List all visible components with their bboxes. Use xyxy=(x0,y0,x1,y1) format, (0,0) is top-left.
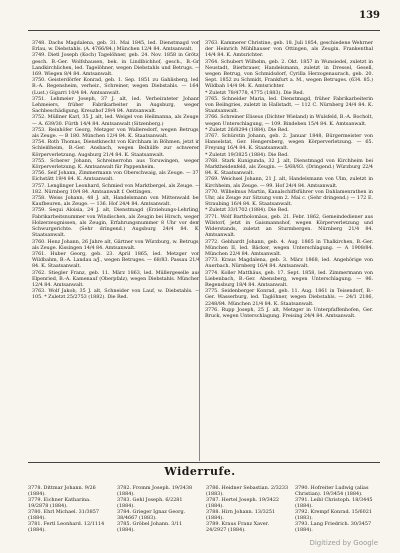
section-heading: Widerrufe. xyxy=(164,465,236,478)
entry: 3753. Reinhöfer Georg, Metzger von Walleredorf, wegen Betrugs, als Zeuge. — B 180. München 12/4 84. K. Staatsanwalt. xyxy=(32,126,200,140)
revocation-entry: 3791. Leibl Christoph. 18/3445 (1884). xyxy=(295,497,373,509)
revocation-entry: 3783. Gehl Joseph. 6/2281 (1884). xyxy=(117,497,183,509)
revocation-entry: 3782. Fromm Joseph. 19/3438 (1884). xyxy=(117,485,193,497)
revocation-entry: 3789. Kraus Franz Xaver. 24/2927 (1884). xyxy=(206,521,270,533)
entry: 3750. Geisterdörfer Konrad, geb. 1. Sep. 1851 zu Gahlisberg, led. B.-A. Regensheim, verheir., Schreiner, wegen Diebstahls. — 164. (Lust.) Gigarri 10/4 84. Amtsanwalt. xyxy=(32,77,200,96)
entry: 3751. Lehmeier Joseph, 37 J. alt, led. Verheirateter Johann Lehmeiers, früher Fabrikarbeiter in Augsburg, wegen Sachbeschädigung. Kreuzhof 29/4 84. Amtsanwalt. xyxy=(32,95,200,115)
revocations-column xyxy=(117,485,200,533)
revocation-entry: 3778. Dittmar Johann. 9/26 (1884). xyxy=(28,485,96,497)
section-rule xyxy=(28,462,380,463)
revocation-entry: 3780. Ehrl Michael. 31/3857 (1884). xyxy=(28,509,99,521)
entry: 3749. Dietl Joseph (Koch) Tagelöhner, geb. 24. Nov. 1858 in Grötz, gesch. B.-Ger. Wolfshausen, bek. in Lindlbichhof, gesch., B.-Gr. Landkirchlichen, led. Tagelöhner, wegen Diebstahls und Betrugs. — 169. Wiegen 8/4 84. Amtsanwalt. xyxy=(32,52,200,78)
entry: 3756. Seif Johann, Zimmermann von Oberschwaig, als Zeuge. — 37. Eichstätt 19/4 84. K. Amtsanwalt. xyxy=(32,170,200,183)
header-rule xyxy=(28,30,380,31)
revocation-entry: 3784. Grieger Ignaz Georg. 38/4667 (1883). xyxy=(117,509,186,521)
entry: 3758. Weiss Johann, 48 J. alt, Handelsmann von Mittenwald bei Kaufbeuren, als Zeuge. — 136. Hof 24/4 84. Amtsanwalt. xyxy=(32,195,200,208)
entry: 3773. Kraus Magdalena, geb. 3. März 1868, led. Angehörige von Auerbach. Nürnberg 16/4 84. Amtsanwalt. xyxy=(205,257,373,270)
entry: 3772. Gebhardt Johann, geb. 4. Aug. 1865 in Thalkirchen, B.-Ger. München II, led. Bäcker, wegen Unterschlagung. — A 1908/84. München 22/4 84. Amtsanwalt. xyxy=(205,238,373,257)
entry: 3774. Koller Matthäus, geb. 17. Sept. 1858, led. Zimmermann von Liebenbach, B.-Ger. Abensberg, wegen Unterschlagung. — 96. Regensburg 18/4 84. Amtsanwalt. xyxy=(205,269,373,288)
revocation-entry: 3790. Hofreiter Ludwig (alias Christian). 19/3454 (1884). xyxy=(295,485,369,497)
revocations-list xyxy=(28,485,378,533)
entry: 3760. Henz Johann, 26 Jahre alt, Gärtner von Würzburg, w. Betrugs, als Zeuge. Kissingen 14/4 84. Amtsanwalt. xyxy=(32,238,200,251)
entry: * Zuletzt 78/4778, 4775 (1883). Die Red. xyxy=(205,89,305,96)
entry: 3764. Schubert Wilhelm, geb. 2. Okt. 1857 in Wunsiedel, zuletzt in Neustadt, Bierbrauer, Handelsmann, zuletzt in Dressel, Gesell, wegen Betrug, von Schmidsdorf, Cyrilla Herzogenaurach, geb. 20. Sept. 1852 zu Schmidt, Frankfurt a. M., wegen Betruges. (634. 85.) Wildbah 14/4 84. K. Amtsrichter. xyxy=(205,58,373,90)
entry: 3759. Sequi Aloisia, 24 J. alt, Dienstmagd (Erziehungs-Lehrling) Fabrikarbeitsnummer von Windischen, als Zeugin bei Hirsch, wegen Holzerzeugnissen, als Zeugin, Erfahrungsnummer 8 Uhr vor dem Schwurgerichte. (Sehr dringend.) Augsburg 24/4 84. K. Staatsanwalt. xyxy=(32,207,200,239)
revocation-entry: 3793. Lang Friedrich. 30/3457 (1884). xyxy=(295,521,372,533)
entry: 3763. Kammerer Christine, geb. 18. Juli 1854, geschiedene Wehrner der Heinrich Mühlhauser von Ottingen, als Zeugin. Frankenthal 14/4 84. K. Amtsrichter. xyxy=(205,40,373,59)
entry: 3776. Rupp Joseph, 25 J. alt, Metzger in Unterpfaffenhofen, Ger. Bruck, wegen Unterschlagung. Freising 24/4 84. Amtsanwalt. xyxy=(205,306,373,319)
entry: 3763. Wolf Jakob, 35 J. alt, Schneider von Lauf, w. Diebstahls. — 105. * Zuletzt 25/2753 (1882). Die Red. xyxy=(32,288,200,301)
revocation-entry: 3792. Krempf Konrad. 15/6021 (1883). xyxy=(295,509,373,521)
entry: 3762. Stiegler Franz, geb. 11. März 1863, led. Müllergeselle aus Elpenried, B.-A. Kamenauf (Oberpfalz), wegen Diebstahls. München 12/4 84. Amtsanwalt. xyxy=(32,269,200,288)
page-number: 139 xyxy=(359,10,380,21)
right-column xyxy=(205,40,373,461)
entry: * Zuletzt 19/3825 (1884). Die Red. xyxy=(205,151,289,158)
left-column xyxy=(32,40,200,461)
entry: 3768. Stark Kunigunda, 32 J. alt, Dienstmagd von Kirchheim bei Marktheidenfeld, als Zeugin. — 5/68/83. (Dringend.) Würzburg 22/4 84. K. Staatsanwalt. xyxy=(205,157,373,177)
entry: 3766. Schreiner Eliseus (Dichter Wieland) in Wulsfeld, B.-A. Bocholt, wegen Unterschlagung, — 109. Bindeben 15/4 84. K. Amtsanwalt. xyxy=(205,114,373,127)
entry: * Zuletzt 33/1702 (1884). Die Red. xyxy=(205,207,289,214)
entry: 3761. Huber Georg, geb. 23. April 1865, led. Metzger von Wildbahm, B.-A. Landau a/J., wegen Betruges. — 68/83. Passau 21/4 84. K. Staatsanwalt. xyxy=(32,250,200,270)
revocation-entry: 3781. Fertl Leonhard. 12/1114 (1884). xyxy=(28,521,105,533)
entry: 3770. Wilhelmus Martin, Kanalschiffsführer von Dahlamenrathen in Uhr, als Zeuge zur Sitzung vom 2. Mai c. (Sehr dringend.) — 172 E. Straubing 16/4 84. K. Staatsanwalt. xyxy=(205,188,373,208)
entry: 3767. Schürstin Johann, geb. 2. Januar 1848, Bürgermeister von Hanselstat, Ger. Hengersberg, wegen Körperverletzung. — 65. Freyung 16/4 84. K. Staatsanwalt. xyxy=(205,133,373,152)
column-divider xyxy=(199,40,200,461)
entry: 3765. Schneider Maria, led. Dienstmagd, früher Fabrikarbeiterin von Beilngries, zuletzt in Hallstadt, — 112 C. Nürnberg 24/4 84. K. Staatsanwalt. xyxy=(205,95,373,115)
watermark: Digitized by Google xyxy=(309,539,378,547)
entry: 3748. Dachs Magdalena, geb. 31. Mai 1845, led. Dienstmagd von Erlau, w. Diebstahls. (A. 4766/84.) München 12/4 84. Amtsanwalt. xyxy=(32,40,200,53)
entry: 3775. Seidenberger Konrad, geb. 11. Aug. 1861 in Teisendorf, B.-Ger. Wasserburg, led. Taglöhner, wegen Diebstahls. — 24/1 2186, 2248/84. München 21/4 84. K. Staatsanwalt. xyxy=(205,288,373,307)
revocation-entry: 3786. Heidner Sebastian. 2/3233 (1883). xyxy=(206,485,289,497)
revocations-column xyxy=(28,485,111,533)
entry: 3771. Wolf Bartholomäus, geb. 21. Febr. 1862, Gemeindediener aus Wilstorf, jetzt in Gaismannshof, wegen Körperverletzung und Widerstands, zuletzt an Sturmbergen. Nürnberg 21/4 84. Amtsanwalt. xyxy=(205,213,373,239)
entry: 3755. Scherer Johann, Schreinerrohn aus Toruwingen, wegen Körperverletzung. K. Amtsanwalt für Pappenheim. xyxy=(32,157,200,171)
entry: 3752. Müllner Karl, 35 J. alt, led. Weigel von Heilmanna, als Zeuge. — A. 639/30. Fürth 14/4 84. Amtsanwalt (Sitzenberg.) xyxy=(32,114,200,127)
revocation-entry: 3787. Hertel Joseph. 19/3422 (1884). xyxy=(206,497,280,509)
revocation-entry: 3785. Gröbel Johann. 3/11 (1884). xyxy=(117,521,183,533)
revocation-entry: 3779. Eichner Katharina. 19/2878 (1884). xyxy=(28,497,91,509)
entry: * Zuletzt 26/8294 (1884). Die Red. xyxy=(205,126,289,133)
entry: 3769. Weichsel Johann, 21 J. alt, Handelsmann von Ulm, zuletzt in Kirchheim, als Zeuge. — 99. Hof 24/4 84. Amtsanwalt. xyxy=(205,176,373,189)
revocation-entry: 3788. Hirn Johann. 13/3251 (1884). xyxy=(206,509,276,521)
revocations-column xyxy=(206,485,289,533)
entry: 3754. Roth Thomas, Dienstknecht von Kirchham in Böhmen, jetzt in Schleißheim, B.-Ger. Ansbach, wegen Beihülfe zur schweren Körperverletzung. Augsburg 21/4 84. K. Staatsanwalt. xyxy=(32,139,200,158)
entry: 3757. Lenglinger Leonhard, Schmied von Marktbergel, als Zeuge. — 182. Nürnberg 10/4 84. Amtsanwalt f. Oettingen. xyxy=(32,182,200,195)
revocations-column xyxy=(295,485,378,533)
